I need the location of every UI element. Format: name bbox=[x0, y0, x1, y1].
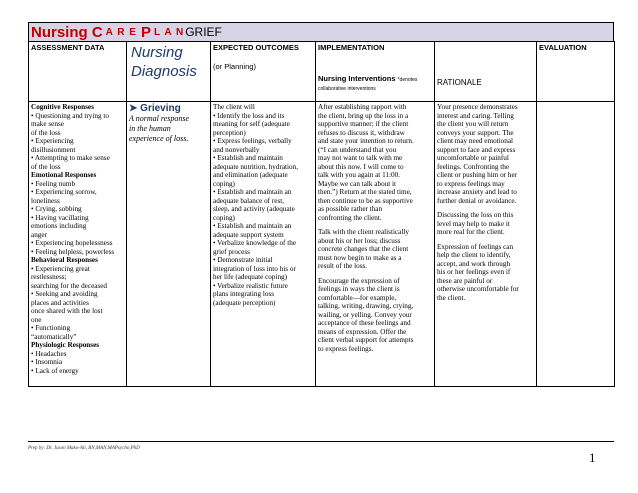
rationale-paragraph-line: the client you will return bbox=[437, 120, 509, 128]
rationale-paragraph bbox=[437, 103, 534, 205]
diagnosis-line: experience of loss. bbox=[129, 134, 189, 143]
outcome-line: • Establish and maintain bbox=[213, 154, 283, 162]
outcome-line: adequate support system bbox=[213, 230, 284, 239]
interventions-label: Nursing Interventions bbox=[318, 74, 396, 83]
outcomes-title: EXPECTED OUTCOMES bbox=[213, 43, 299, 52]
outcome-line: • Identify the loss and its bbox=[213, 111, 285, 120]
outcome-line: coping) bbox=[213, 213, 235, 222]
rationale-paragraph-line: help the client to identify, bbox=[437, 251, 511, 259]
outcome-line: The client will bbox=[213, 103, 255, 111]
intervention-paragraph-line: wailing, or yelling. Convey your bbox=[318, 310, 412, 319]
intervention-paragraph-line: Talk with the client realistically bbox=[318, 228, 409, 236]
rationale-paragraph-line: client may need emotional bbox=[437, 137, 514, 145]
intervention-paragraph-line: may not want to talk with me bbox=[318, 154, 403, 162]
outcome-line: grief process bbox=[213, 247, 250, 256]
outcome-line: and nonverbally bbox=[213, 145, 260, 154]
intervention-paragraph-line: comfortable—for example, bbox=[318, 293, 397, 302]
diagnosis-cell bbox=[127, 102, 211, 387]
diagnosis-label: Grieving bbox=[140, 103, 181, 114]
assessment-cell bbox=[29, 102, 127, 387]
intervention-paragraph-line: as possible rather than bbox=[318, 205, 383, 213]
nursing-diagnosis-header: Nursing Diagnosis bbox=[127, 42, 211, 102]
intervention-paragraph-line: result of the loss. bbox=[318, 262, 368, 270]
intervention-paragraph-line: about his or her loss; discuss bbox=[318, 236, 401, 245]
rationale-paragraph-line: client or pushing him or her bbox=[437, 171, 518, 179]
assessment-line: make sense bbox=[31, 120, 64, 128]
assessment-line: • Feeling helpless, powerless bbox=[31, 247, 115, 256]
outcomes-subtitle: (or Planning) bbox=[213, 62, 256, 71]
assessment-category: Behavioral Responses bbox=[31, 256, 98, 264]
outcome-line: • Establish and maintain an bbox=[213, 222, 292, 230]
rationale-paragraph-line: further denial or avoidance. bbox=[437, 196, 517, 205]
outcome-line: plans integrating loss bbox=[213, 290, 275, 298]
assessment-line: once shared with the lost bbox=[31, 307, 103, 315]
arrow-icon: ➤ bbox=[129, 103, 138, 114]
intervention-paragraph-line: then.”) Return at the stated time, bbox=[318, 188, 412, 196]
footer-credit: Prep by: Dr. Jason Mako-Ali, RN,MAN,MAPsycho,PhD bbox=[28, 446, 140, 451]
assessment-line: • Experiencing great bbox=[31, 264, 90, 273]
outcome-line: (adequate perception) bbox=[213, 298, 276, 307]
intervention-paragraph-line: client verbal support for attempts bbox=[318, 336, 414, 344]
rationale-paragraph-line: Expression of feelings can bbox=[437, 242, 514, 251]
assessment-line: • Functioning bbox=[31, 324, 71, 332]
rationale-paragraph-line: accept, and work through bbox=[437, 259, 511, 268]
interventions-subheader bbox=[318, 74, 432, 92]
outcomes-cell bbox=[211, 102, 316, 387]
assessment-line: • Having vacillating bbox=[31, 213, 89, 222]
outcome-line: coping) bbox=[213, 179, 235, 188]
content-row bbox=[29, 102, 615, 387]
assessment-line: • Experiencing hopelessness bbox=[31, 239, 113, 247]
rationale-paragraph-line: Your presence demonstrates bbox=[437, 103, 518, 111]
outcome-line: • Verbalize realistic future bbox=[213, 281, 288, 290]
assessment-line: “automatically” bbox=[31, 332, 77, 341]
rationale-paragraph-line: these are painful or bbox=[437, 276, 493, 285]
rationale-paragraph-line: interest and caring. Telling bbox=[437, 111, 514, 120]
intervention-paragraph-line: and state your intention to return. bbox=[318, 137, 414, 145]
intervention-paragraph-line: (“I can understand that you bbox=[318, 145, 397, 154]
intervention-paragraph-line: about this now. I will come to bbox=[318, 162, 404, 171]
assessment-line: disillusionment bbox=[31, 145, 76, 154]
intervention-paragraph-line: Encourage the expression of bbox=[318, 276, 400, 285]
outcome-line: perception) bbox=[213, 128, 246, 137]
rationale-paragraph-line: Discussing the loss on this bbox=[437, 211, 514, 219]
intervention-paragraph-line: acceptance of these feelings and bbox=[318, 319, 411, 327]
outcome-line: • Verbalize knowledge of the bbox=[213, 239, 297, 247]
implementation-title: IMPLEMENTATION bbox=[318, 43, 385, 52]
assessment-line: • Headaches bbox=[31, 349, 67, 358]
assessment-line: • Insomnia bbox=[31, 358, 63, 366]
care-plan-page bbox=[28, 22, 614, 387]
rationale-paragraph-line: his or her feelings even if bbox=[437, 268, 511, 276]
intervention-paragraph-line: the client, bring up the loss in a bbox=[318, 111, 409, 120]
diagnosis-title bbox=[129, 103, 208, 114]
outcome-line: and elimination (adequate bbox=[213, 171, 288, 179]
assessment-line: of the loss bbox=[31, 128, 61, 137]
assessment-line: • Seeking and avoiding bbox=[31, 290, 98, 298]
intervention-paragraph-line: concrete changes that the client bbox=[318, 245, 409, 253]
title-topic: GRIEF bbox=[185, 25, 222, 39]
assessment-line: of the loss bbox=[31, 162, 61, 171]
intervention-paragraph-line: supportive manner; if the client bbox=[318, 120, 409, 128]
assessment-category: Physiologic Responses bbox=[31, 341, 100, 349]
assessment-line: anger bbox=[31, 230, 47, 239]
implementation-header bbox=[316, 42, 435, 102]
rationale-paragraph-line: more real for the client. bbox=[437, 228, 505, 236]
assessment-line: loneliness bbox=[31, 196, 60, 205]
assessment-category: Cognitive Responses bbox=[31, 103, 94, 111]
diagnosis-line: A normal response bbox=[129, 114, 189, 123]
rationale-paragraph bbox=[437, 243, 534, 303]
rationale-paragraph-line: uncomfortable or painful bbox=[437, 154, 509, 162]
intervention-paragraph-line: After establishing rapport with bbox=[318, 103, 407, 111]
intervention-paragraph-line: confronting the client. bbox=[318, 213, 382, 222]
intervention-paragraph-line: talk with you again at 11:00. bbox=[318, 171, 400, 179]
title-p: P bbox=[140, 23, 151, 41]
evaluation-header: EVALUATION bbox=[537, 42, 615, 102]
care-plan-table bbox=[28, 41, 615, 387]
outcome-line: her life (adequate coping) bbox=[213, 273, 288, 281]
rationale-paragraph-line: feelings. Confronting the bbox=[437, 162, 510, 171]
rationale-paragraph-line: conveys your support. The bbox=[437, 128, 514, 137]
assessment-line: restlessness; bbox=[31, 273, 67, 281]
diagnosis-line: in the human bbox=[129, 124, 171, 133]
outcome-line: • Express feelings, verbally bbox=[213, 137, 292, 145]
intervention-paragraph bbox=[318, 103, 432, 222]
intervention-paragraph-line: means of expression. Offer the bbox=[318, 327, 407, 336]
intervention-paragraph bbox=[318, 277, 432, 354]
rationale-paragraph-line: level may help to make it bbox=[437, 219, 510, 228]
intervention-paragraph bbox=[318, 228, 432, 271]
implementation-cell bbox=[316, 102, 435, 387]
intervention-paragraph-line: must now begin to make as a bbox=[318, 253, 402, 262]
interventions-note: *denotes collaborative interventions bbox=[318, 77, 418, 92]
assessment-header: ASSESSMENT DATA bbox=[29, 42, 127, 102]
outcome-line: • Establish and maintain an bbox=[213, 188, 292, 196]
assessment-category: Emotional Responses bbox=[31, 171, 97, 179]
evaluation-cell bbox=[537, 102, 615, 387]
assessment-line: places and activities bbox=[31, 298, 89, 307]
intervention-paragraph-line: Maybe we can talk about it bbox=[318, 179, 397, 188]
footer-rule bbox=[28, 441, 614, 442]
rationale-paragraph-line: increase anxiety and lead to bbox=[437, 188, 517, 196]
rationale-paragraph-line: the client. bbox=[437, 293, 466, 302]
assessment-line: one bbox=[31, 315, 42, 324]
assessment-line: • Experiencing sorrow, bbox=[31, 188, 97, 196]
assessment-line: • Feeling numb bbox=[31, 179, 76, 188]
rationale-paragraph-line: otherwise uncomfortable for bbox=[437, 285, 519, 293]
rationale-cell bbox=[435, 102, 537, 387]
rationale-paragraph bbox=[437, 211, 534, 237]
outcome-line: • Demonstrate initial bbox=[213, 256, 273, 264]
assessment-line: • Questioning and trying to bbox=[31, 111, 109, 120]
outcome-line: integration of loss into his or bbox=[213, 264, 296, 273]
assessment-line: searching for the deceased bbox=[31, 281, 108, 290]
intervention-paragraph-line: refuses to discuss it, withdraw bbox=[318, 128, 405, 137]
header-row bbox=[29, 42, 615, 102]
assessment-line: emotions including bbox=[31, 222, 87, 230]
outcome-line: adequate balance of rest, bbox=[213, 196, 285, 205]
assessment-line: • Crying, sobbing bbox=[31, 205, 82, 213]
title-spaced-lan: L A N bbox=[154, 26, 185, 38]
expected-outcomes-header bbox=[211, 42, 316, 102]
intervention-paragraph-line: talking, writing, drawing, crying, bbox=[318, 302, 414, 310]
assessment-line: • Experiencing bbox=[31, 137, 74, 145]
rationale-paragraph-line: to express feelings may bbox=[437, 179, 505, 188]
page-number: 1 bbox=[589, 450, 596, 465]
intervention-paragraph-line: then continue to be as supportive bbox=[318, 196, 413, 205]
intervention-paragraph-line: to express feelings. bbox=[318, 344, 374, 353]
rationale-header: RATIONALE bbox=[435, 42, 537, 102]
assessment-line: • Attempting to make sense bbox=[31, 154, 110, 162]
rationale-paragraph-line: support to face and express bbox=[437, 145, 516, 154]
outcome-line: meaning for self (adequate bbox=[213, 120, 290, 128]
assessment-line: • Lack of energy bbox=[31, 366, 79, 375]
outcome-line: adequate nutrition, hydration, bbox=[213, 162, 299, 171]
title-main: Nursing C bbox=[31, 23, 103, 41]
title-spaced-care: A R E bbox=[105, 26, 137, 38]
outcome-line: sleep, and activity (adequate bbox=[213, 205, 295, 213]
care-plan-title bbox=[28, 22, 614, 41]
intervention-paragraph-line: feelings in ways the client is bbox=[318, 285, 400, 293]
